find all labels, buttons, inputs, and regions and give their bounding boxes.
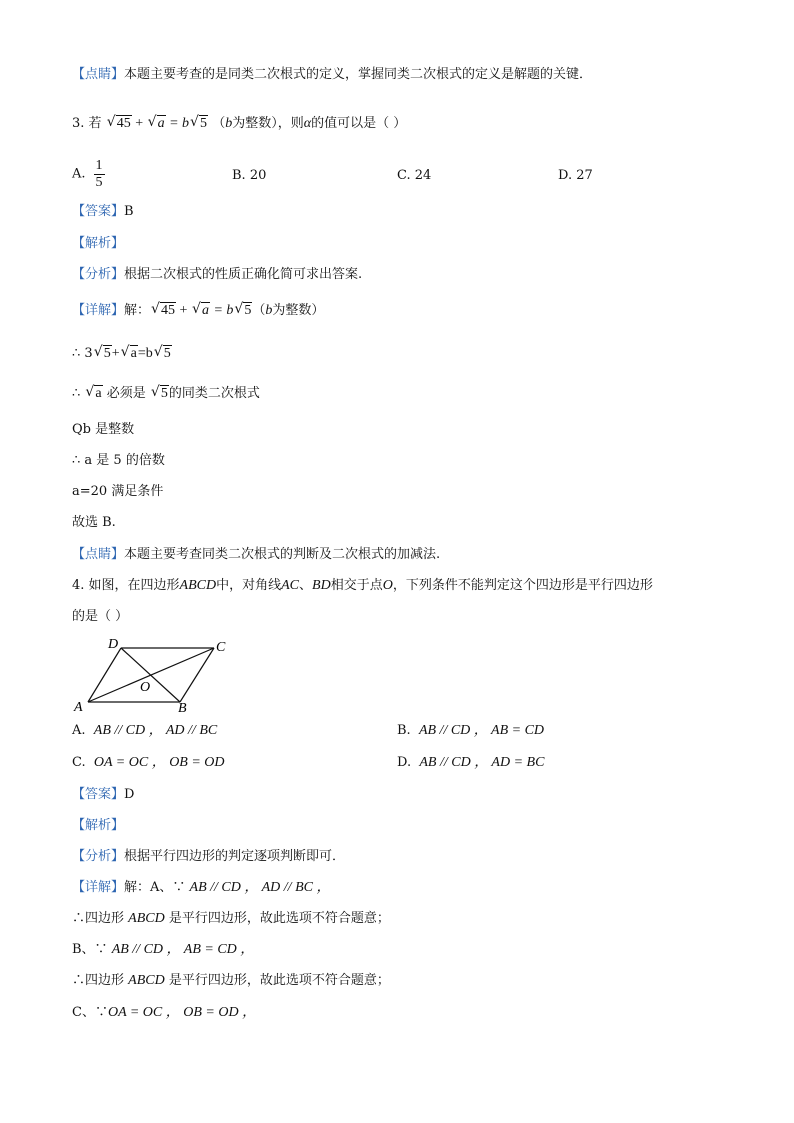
alpha-variable: α (303, 116, 312, 131)
label-b: B (178, 701, 187, 716)
dianjing-text: 本题主要考查同类二次根式的判断及二次根式的加减法. (124, 547, 441, 562)
label-d: D (108, 637, 119, 652)
question-4-line-1 (72, 577, 653, 595)
q3-number: 3. 若 (72, 116, 102, 131)
label-c: C (216, 640, 226, 655)
option-d-label: D. (397, 755, 412, 770)
q4-option-c (72, 754, 225, 772)
xiangjie-lead: 解：A、∵ (124, 880, 190, 895)
q3-option-c: C. 24 (397, 168, 432, 183)
sqrt-5: √ 5 (151, 385, 169, 403)
option-a-text: AB // CD ， AD // BC (93, 723, 218, 738)
conclusion-abcd: ABCD (128, 911, 165, 926)
q3-condition: 为整数），则 (232, 116, 304, 131)
xiangjie-tag: 【详解】 (72, 880, 125, 895)
q4-option-a (72, 722, 217, 740)
dianjing-text: 本题主要考查的是同类二次根式的定义，掌握同类二次根式的定义是解题的关键． (124, 67, 593, 82)
fraction-one-fifth: $\frac{1}{5}$ (95, 158, 103, 190)
sqrt-45: √ 45 (151, 302, 176, 320)
q3-option-a (72, 158, 105, 191)
figure-lines (88, 648, 214, 702)
line-c-condition (72, 1004, 256, 1022)
step2-tail: 的同类二次根式 (168, 386, 260, 401)
option-a-label: A. (72, 723, 86, 738)
q4-abcd: ABCD (179, 578, 217, 593)
jiexi-3 (72, 235, 124, 253)
sqrt-5: √ 5 (234, 302, 252, 320)
answer-tag: 【答案】 (72, 204, 125, 219)
answer-value: B (124, 204, 134, 219)
q4-text-c: 相交于点 (330, 578, 383, 593)
q4-text-a: 4. 如图，在四边形 (72, 578, 180, 593)
side-da (88, 648, 121, 702)
conclusion-pre: ∴四边形 (72, 973, 129, 988)
q3-tail: 的值可以是（ ） (311, 116, 407, 131)
jiexi-4 (72, 817, 124, 835)
paren-open: （ (252, 303, 266, 318)
xiangjie-4 (72, 879, 330, 897)
conclusion-post: 是平行四边形，故此选项不符合题意； (164, 973, 390, 988)
sqrt-a: √ a (85, 385, 102, 403)
fenxi-tag: 【分析】 (72, 267, 125, 282)
because-symbol: Q (72, 422, 83, 437)
diagonal-bd (121, 648, 180, 702)
step-4: ∴ a 是 5 的倍数 (72, 453, 165, 468)
q4-option-b (397, 722, 544, 740)
step-1 (72, 345, 172, 363)
sqrt-5: √ 5 (190, 115, 208, 133)
sqrt-a: √ a (148, 115, 166, 133)
dianjing-line (72, 66, 592, 84)
answer-value: D (124, 787, 135, 802)
conclusion-abcd: ABCD (128, 973, 165, 988)
question-3 (72, 115, 406, 133)
condition-pre: B、∵ (72, 942, 112, 957)
condition-text: OA = OC ， OB = OD ， (107, 1005, 257, 1020)
answer-3 (72, 203, 134, 221)
condition-pre: C、∵ (72, 1005, 108, 1020)
line-b-condition (72, 941, 254, 959)
b-variable: b (265, 303, 273, 318)
sqrt-5: √ 5 (94, 345, 112, 363)
q4-option-d (397, 754, 544, 772)
fenxi-4 (72, 848, 345, 866)
step-2 (72, 385, 260, 403)
condition-text: AB // CD ， AB = CD ， (111, 942, 255, 957)
label-a: A (74, 700, 83, 715)
fenxi-text: 根据平行四边形的判定逐项判断即可． (124, 849, 346, 864)
answer-4 (72, 786, 134, 804)
option-b-text: AB // CD ， AB = CD (418, 723, 545, 738)
line-a-conclusion (72, 910, 390, 928)
q3-option-b: B. 20 (232, 168, 267, 183)
plus-sign: + (176, 303, 191, 318)
jiexi-tag: 【解析】 (72, 236, 125, 251)
option-c-label: C. (72, 755, 86, 770)
side-bc (180, 648, 214, 702)
sqrt-a: √ a (192, 302, 210, 320)
option-c-text: OA = OC ， OB = OD (93, 755, 225, 770)
option-d-text: AB // CD ， AD = BC (419, 755, 545, 770)
plus-sign: + (131, 116, 147, 131)
parallelogram-figure (68, 634, 238, 716)
equals-b: = b (165, 116, 190, 131)
plus-sign: + (111, 346, 120, 361)
step-3 (72, 421, 134, 439)
dianjing-tag: 【点睛】 (72, 547, 125, 562)
conclusion-post: 是平行四边形，故此选项不符合题意； (164, 911, 390, 926)
label-o: O (140, 680, 151, 695)
option-b-label: B. (397, 723, 411, 738)
fenxi-text: 根据二次根式的性质正确化简可求出答案. (124, 267, 363, 282)
dianjing-tag: 【点睛】 (72, 67, 125, 82)
xiangjie-tag: 【详解】 (72, 303, 125, 318)
dianjing-3 (72, 546, 440, 564)
q4-text-d: ，下列条件不能判定这个四边形是平行四边形 (392, 578, 653, 593)
therefore-symbol: ∴ (72, 386, 85, 401)
q4-text-b: 中，对角线 (216, 578, 282, 593)
xiangjie-lead: 解： (124, 303, 151, 318)
q4-sep: 、 (299, 578, 313, 593)
b-variable: b (225, 116, 233, 131)
fenxi-tag: 【分析】 (72, 849, 125, 864)
q4-ac: AC (281, 578, 300, 593)
q4-bd: BD (312, 578, 331, 593)
sqrt-45: √ 45 (107, 115, 132, 133)
paren-open: （ (212, 116, 226, 131)
sqrt-5: √ 5 (154, 345, 172, 363)
step-6: 故选 B. (72, 515, 116, 530)
option-a-label: A. (72, 166, 86, 182)
equals-b: = b (209, 303, 234, 318)
sqrt-a: √ a (121, 345, 138, 363)
xiangjie-condition: AB // CD ， AD // BC ， (189, 880, 331, 895)
xiangjie-condition: 为整数） (272, 303, 325, 318)
question-4-line-2: 的是（ ） (72, 609, 129, 624)
step-5: a=20 满足条件 (72, 484, 164, 499)
step2-mid: 必须是 (102, 386, 150, 401)
fenxi-3 (72, 266, 362, 284)
jiexi-tag: 【解析】 (72, 818, 125, 833)
therefore-three: ∴ 3 (72, 346, 93, 361)
q4-o: O (382, 578, 393, 593)
xiangjie-3 (72, 302, 324, 320)
q3-option-d: D. 27 (558, 168, 593, 183)
conclusion-pre: ∴四边形 (72, 911, 129, 926)
equals-b: =b (137, 346, 153, 361)
line-b-conclusion (72, 972, 390, 990)
step3-text: b 是整数 (82, 422, 135, 437)
answer-tag: 【答案】 (72, 787, 125, 802)
